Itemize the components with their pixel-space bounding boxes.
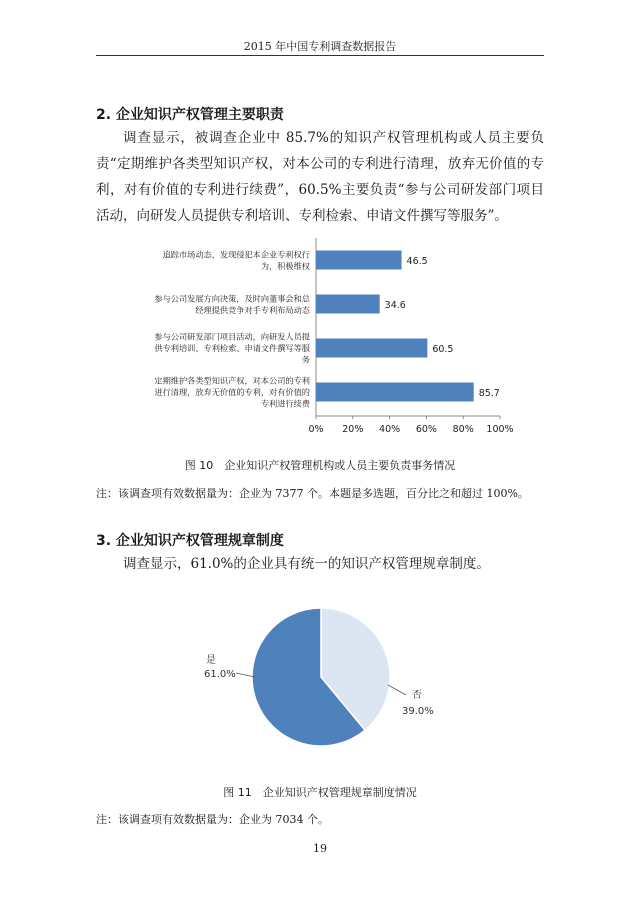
- figure-10-caption: 图 10 企业知识产权管理机构或人员主要负责事务情况: [184, 459, 456, 472]
- page-number: 19: [313, 842, 327, 855]
- section-3-text: 调查显示，61.0%的企业具有统一的知识产权管理规章制度。: [123, 556, 490, 572]
- bar: [316, 251, 402, 270]
- bar-value-label: 60.5: [432, 344, 454, 355]
- bar-value-label: 34.6: [384, 300, 406, 311]
- pie-value-yes: 61.0%: [204, 669, 236, 680]
- pie-leader-no: [388, 685, 406, 695]
- pie-label-no: 否: [412, 690, 422, 701]
- figure-11-caption: 图 11 企业知识产权管理规章制度情况: [223, 786, 417, 799]
- x-tick-label: 80%: [452, 424, 474, 435]
- header-rule: [96, 55, 544, 56]
- figure-10-bar-chart: [0, 238, 640, 443]
- bar-category-label: 追踪市场动态，发现侵犯本企业专利权行为，积极维权: [162, 249, 310, 271]
- figure-11-pie-chart: [0, 595, 640, 765]
- bar-value-label: 85.7: [478, 388, 500, 399]
- bar: [316, 383, 474, 402]
- bar-category-label: 参与公司发展方向决策，及时向董事会和总经理提供竞争对手专利布局动态: [154, 293, 310, 315]
- bar-value-label: 46.5: [406, 256, 428, 267]
- x-tick-label: 40%: [379, 424, 401, 435]
- bar: [316, 339, 427, 358]
- section-2-text: 调查显示，被调查企业中 85.7%的知识产权管理机构或人员主要负责“定期维护各类型知识产权，对本公司的专利进行清理，放弃无价值的专利，对有价值的专利进行续费”，60.5%主要负责“参与公司研发部门项目活动，向研发人员提供专利培训、专利检索、申请文件撰写等服务”。: [96, 130, 544, 224]
- bar-category-label: 参与公司研发部门项目活动，向研发人员提供专利培训、专利检索、申请文件撰写等服务: [154, 331, 310, 365]
- section-3-heading: 3. 企业知识产权管理规章制度: [96, 533, 284, 549]
- x-tick-label: 60%: [415, 424, 437, 435]
- figure-10-note: 注：该调查项有效数据量为：企业为 7377 个。本题是多选题，百分比之和超过 100%。: [96, 487, 529, 500]
- x-tick-label: 100%: [486, 424, 514, 435]
- running-header: 2015 年中国专利调查数据报告: [243, 40, 397, 53]
- pie-label-yes: 是: [206, 655, 216, 666]
- bar-category-label: 定期维护各类型知识产权，对本公司的专利进行清理，放弃无价值的专利，对有价值的专利进行续费: [154, 375, 310, 409]
- section-2-heading: 2. 企业知识产权管理主要职责: [96, 107, 284, 123]
- figure-11-note: 注：该调查项有效数据量为：企业为 7034 个。: [96, 813, 329, 826]
- section-3-paragraph: [96, 551, 544, 577]
- x-tick-label: 20%: [342, 424, 364, 435]
- pie-value-no: 39.0%: [402, 706, 434, 717]
- section-2-paragraph: [96, 125, 544, 229]
- bar: [316, 295, 380, 314]
- x-tick-label: 0%: [308, 424, 324, 435]
